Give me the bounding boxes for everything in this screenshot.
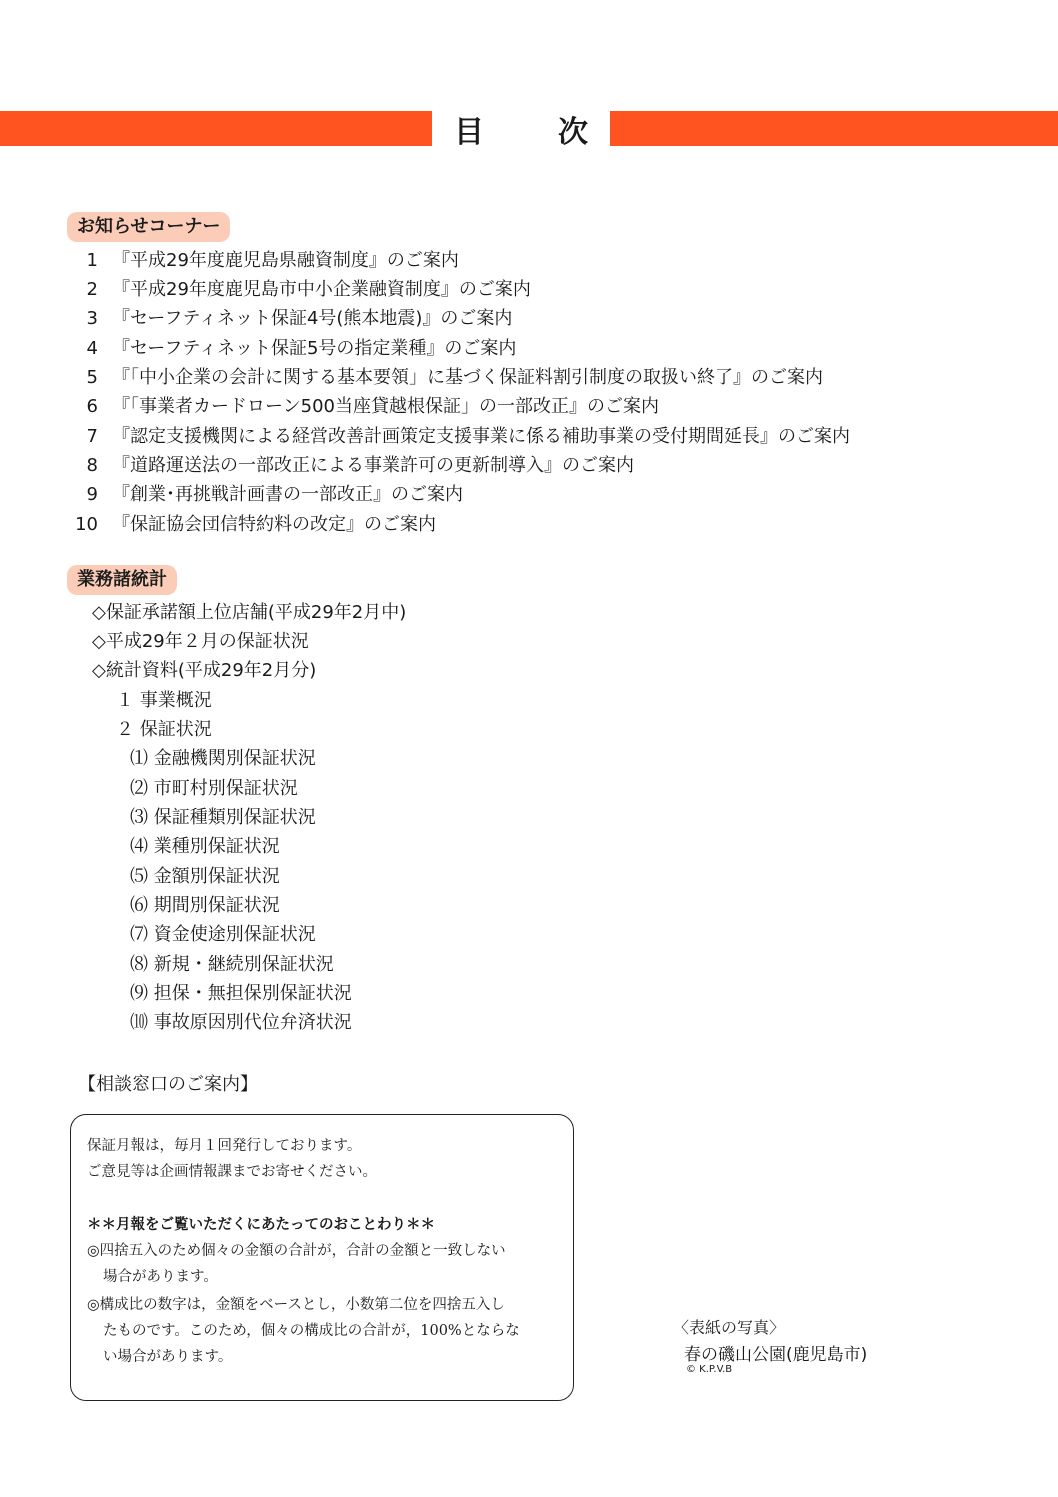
notice-number: 7 — [86, 426, 98, 447]
stats-item[interactable]: １ 事業概況 — [116, 690, 212, 711]
notice-text: 『認定支援機関による経営改善計画策定支援事業に係る補助事業の受付期間延長』のご案内 — [112, 426, 850, 447]
info-line: ◎構成比の数字は，金額をベースとし，小数第二位を四捨五入し — [87, 1297, 505, 1313]
stats-item[interactable]: ⑺ 資金使途別保証状況 — [130, 924, 316, 945]
page-title — [432, 111, 610, 150]
header-band-right — [610, 111, 1058, 146]
notice-text: 『セーフティネット保証5号の指定業種』のご案内 — [112, 338, 517, 359]
notice-text: 『「事業者カードローン500当座貸越根保証」の一部改正』のご案内 — [112, 396, 659, 417]
stats-item[interactable]: ⑸ 金額別保証状況 — [130, 866, 280, 887]
notice-number: 9 — [86, 484, 98, 505]
page-title-left: 目 — [454, 114, 484, 150]
notice-text: 『平成29年度鹿児島市中小企業融資制度』のご案内 — [112, 279, 531, 300]
notice-item[interactable] — [64, 483, 463, 507]
stats-item[interactable]: ⑻ 新規・継続別保証状況 — [130, 954, 334, 975]
stats-item[interactable]: ◇統計資料(平成29年2月分) — [92, 660, 317, 681]
stats-item[interactable]: ２ 保証状況 — [116, 719, 212, 740]
notice-text: 『保証協会団信特約料の改定』のご案内 — [112, 514, 436, 535]
notice-number: 10 — [75, 514, 98, 535]
stats-section-tag: 業務諸統計 — [67, 565, 177, 595]
cover-photo-caption: 〈表紙の写真〉 — [673, 1318, 786, 1337]
notice-item[interactable] — [64, 395, 659, 419]
info-line: 保証月報は，毎月１回発行しております。 — [87, 1138, 362, 1154]
notice-number: 1 — [86, 250, 98, 271]
info-notice-heading: ＊＊月報をご覧いただくにあたってのおことわり＊＊ — [87, 1217, 435, 1233]
stats-item[interactable]: ⑷ 業種別保証状況 — [130, 836, 280, 857]
info-line: い場合があります。 — [103, 1349, 233, 1365]
notice-item[interactable] — [64, 454, 634, 478]
notice-number: 8 — [86, 455, 98, 476]
notice-item[interactable] — [64, 337, 516, 361]
page-title-right: 次 — [558, 114, 588, 150]
notice-item[interactable] — [64, 425, 850, 449]
notice-item[interactable] — [64, 307, 512, 331]
notice-number: 5 — [86, 367, 98, 388]
notice-item[interactable] — [64, 366, 823, 390]
stats-item[interactable]: ⑶ 保証種類別保証状況 — [130, 807, 316, 828]
notice-text: 『創業･再挑戦計画書の一部改正』のご案内 — [112, 484, 463, 505]
stats-item[interactable]: ◇保証承諾額上位店舗(平成29年2月中) — [92, 602, 407, 623]
notice-text: 『道路運送法の一部改正による事業許可の更新制導入』のご案内 — [112, 455, 634, 476]
stats-item[interactable]: ◇平成29年２月の保証状況 — [92, 631, 309, 652]
info-line: ◎四捨五入のため個々の金額の合計が，合計の金額と一致しない — [87, 1243, 506, 1259]
notice-number: 6 — [86, 396, 98, 417]
stats-item[interactable]: ⑽ 事故原因別代位弁済状況 — [130, 1012, 352, 1033]
header-band — [0, 111, 1058, 150]
notice-item[interactable] — [64, 513, 436, 537]
notice-number: 3 — [86, 308, 98, 329]
notice-text: 『平成29年度鹿児島県融資制度』のご案内 — [112, 250, 459, 271]
header-band-left — [0, 111, 432, 146]
stats-item[interactable]: ⑵ 市町村別保証状況 — [130, 778, 298, 799]
stats-item[interactable]: ⑴ 金融機関別保証状況 — [130, 748, 316, 769]
notices-section-tag: お知らせコーナー — [67, 212, 230, 242]
notice-text: 『セーフティネット保証4号(熊本地震)』のご案内 — [112, 308, 513, 329]
notice-item[interactable] — [64, 278, 531, 302]
notice-number: 2 — [86, 279, 98, 300]
notice-text: 『「中小企業の会計に関する基本要領」に基づく保証料割引制度の取扱い終了』のご案内 — [112, 367, 823, 388]
stats-item[interactable]: ⑹ 期間別保証状況 — [130, 895, 280, 916]
notice-number: 4 — [86, 338, 98, 359]
info-line: ご意見等は企画情報課までお寄せください。 — [87, 1164, 377, 1180]
cover-photo-place: 春の磯山公園(鹿児島市) — [684, 1345, 868, 1365]
cover-photo-credit: © K.P.V.B — [686, 1364, 733, 1375]
notice-item[interactable] — [64, 249, 459, 273]
stats-item[interactable]: ⑼ 担保・無担保別保証状況 — [130, 983, 352, 1004]
info-box — [70, 1114, 574, 1401]
info-line: 場合があります。 — [103, 1269, 218, 1285]
info-line: たものです。このため，個々の構成比の合計が，100%とならな — [103, 1323, 520, 1339]
consult-heading: 【相談窓口のご案内】 — [78, 1074, 258, 1095]
